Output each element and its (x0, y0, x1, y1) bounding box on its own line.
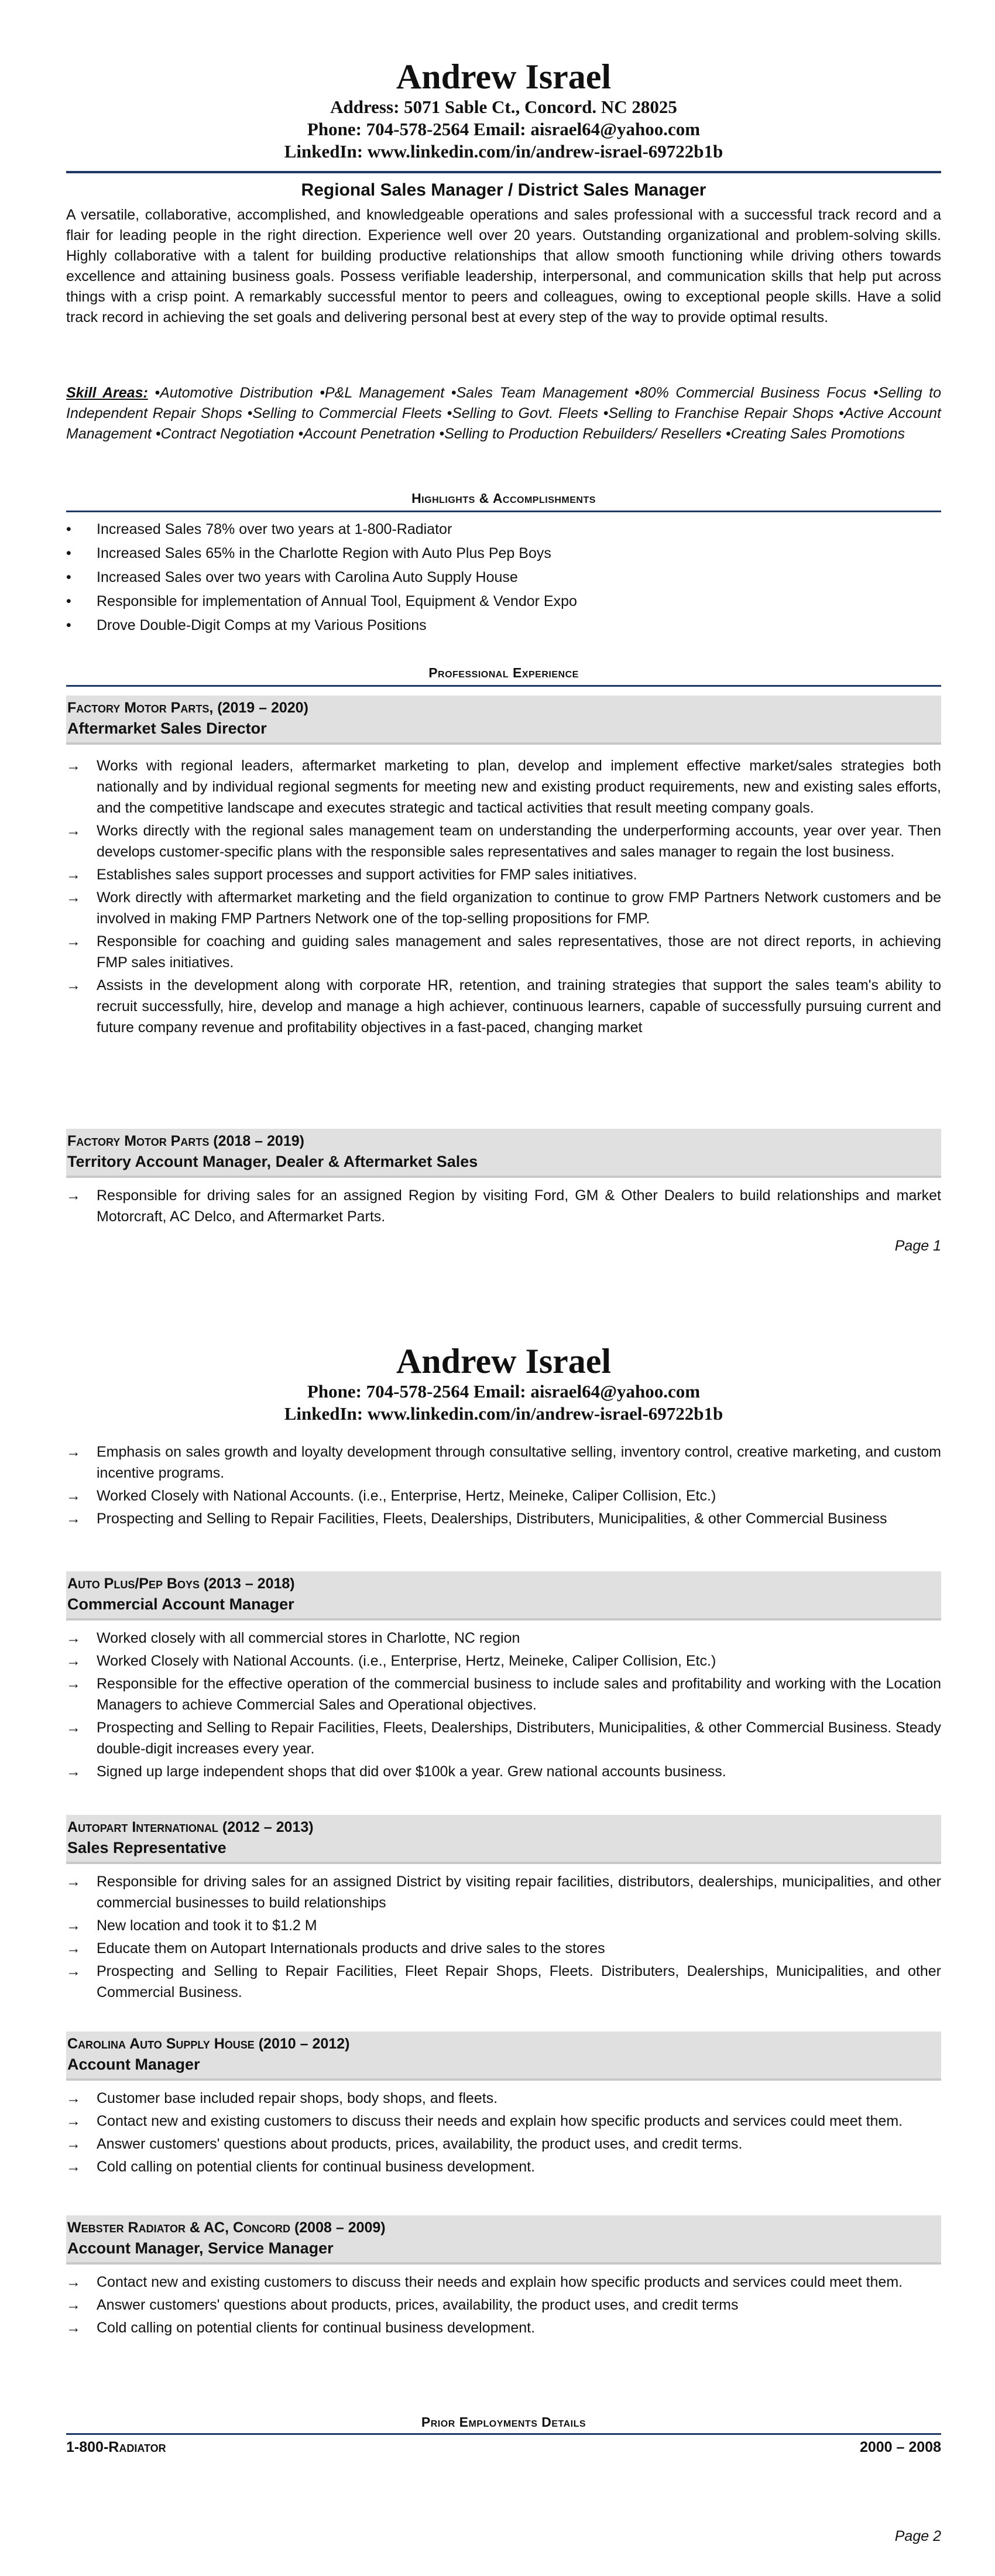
list-item: • Increased Sales over two years with Carolina Auto Supply House (66, 566, 941, 590)
list-item: • Responsible for implementation of Annual Tool, Equipment & Vendor Expo (66, 590, 941, 614)
bullet-icon: • (66, 521, 71, 537)
section-title-highlights: Highlights & Accomplishments (411, 491, 596, 506)
list-item: → Worked Closely with National Accounts. (i.e., Enterprise, Hertz, Meineke, Caliper Collision, Etc.) (66, 1650, 941, 1671)
highlights-rule (66, 511, 941, 512)
highlights-list (66, 518, 941, 638)
list-item: → Emphasis on sales growth and loyalty development through consultative selling, inventory control, creative marketing, and custom incentive programs. (66, 1441, 941, 1484)
list-item: → Worked closely with all commercial stores in Charlotte, NC region (66, 1628, 941, 1649)
page-number-1: Page 1 (894, 1238, 941, 1254)
arrow-icon: → (66, 2090, 81, 2106)
list-item: → Worked Closely with National Accounts. (i.e., Enterprise, Hertz, Meineke, Caliper Collision, Etc.) (66, 1485, 941, 1506)
list-item: → Educate them on Autopart Internationals products and drive sales to the stores (66, 1938, 941, 1959)
summary: A versatile, collaborative, accomplished, and knowledgeable operations and sales professional with a successful track record and a flair for leading people in the right direction. Experience well over 20 years. Outstanding organizational and problem-solving skills. Highly collaborative with a talent for building productive relationships that allow smooth functioning while driving others towards excellence and attaining business goals. Possess verifiable leadership, interpersonal, and communication skills that help put across things with a crisp point. A remarkably successful mentor to peers and colleagues, owing to exceptional people skills. Have a solid track record in achieving the set goals and delivering personal best at every step of the way to provide optimal results. (66, 207, 941, 326)
prior-company: 1-800-Radiator (66, 2439, 166, 2455)
page-number-2: Page 2 (894, 2528, 941, 2544)
arrow-icon: → (66, 1963, 81, 1979)
arrow-icon: → (66, 1763, 81, 1780)
job-duties-autopart (66, 1871, 941, 2005)
resume-page-2 (66, 1288, 941, 2576)
header-page-2 (66, 1342, 941, 1425)
list-item: → New location and took it to $1.2 M (66, 1915, 941, 1936)
list-item: → Responsible for driving sales for an assigned Region by visiting Ford, GM & Other Dealers to build relationships and market Motorcraft, AC Delco, and Aftermarket Parts. (66, 1185, 941, 1227)
arrow-icon: → (66, 1488, 81, 1504)
arrow-icon: → (66, 1719, 81, 1736)
job-header-fmp-director (66, 696, 941, 745)
candidate-name: Andrew Israel (396, 1342, 612, 1381)
headline: Regional Sales Manager / District Sales Manager (301, 180, 706, 200)
arrow-icon: → (66, 1676, 81, 1692)
arrow-icon: → (66, 1187, 81, 1204)
list-item: → Responsible for coaching and guiding sales management and sales representatives, those are not direct reports, in achieving FMP sales initiatives. (66, 931, 941, 973)
job-company: Auto Plus/Pep Boys (2013 – 2018) (67, 1575, 295, 1592)
resume-page-1 (66, 0, 941, 1288)
list-item: → Establishes sales support processes and support activities for FMP sales initiatives. (66, 864, 941, 885)
job-duties-fmp-director (66, 755, 941, 1040)
address: Address: 5071 Sable Ct., Concord. NC 28025 (330, 97, 677, 117)
arrow-icon: → (66, 1873, 81, 1890)
experience-rule (66, 685, 941, 687)
candidate-name: Andrew Israel (396, 57, 612, 96)
job-title: Aftermarket Sales Director (67, 720, 267, 737)
job-duties-carolina (66, 2088, 941, 2179)
job-title: Account Manager (67, 2056, 200, 2073)
list-item: → Prospecting and Selling to Repair Facilities, Fleets, Dealerships, Distributers, Municipalities, & other Commercial Business. Steady double-digit increases every year. (66, 1717, 941, 1759)
job-header-webster (66, 2215, 941, 2265)
list-item: → Works with regional leaders, aftermarket marketing to plan, develop and implement effective market/sales strategies both nationally and by individual regional segments for meeting new and existing product requirements, new and existing sales efforts, and the competitive landscape and executes strategic and tactical activities that result meeting company goals. (66, 755, 941, 818)
job-company: Autopart International (2012 – 2013) (67, 1819, 314, 1835)
list-item: • Increased Sales 78% over two years at 1-800-Radiator (66, 518, 941, 542)
arrow-icon: → (66, 2274, 81, 2290)
job-title: Commercial Account Manager (67, 1595, 294, 1613)
prior-employment-row (66, 2439, 941, 2456)
header (66, 57, 941, 163)
phone-email: Phone: 704-578-2564 Email: aisrael64@yahoo.com (307, 119, 701, 139)
arrow-icon: → (66, 933, 81, 950)
list-item: • Increased Sales 65% in the Charlotte Region with Auto Plus Pep Boys (66, 542, 941, 566)
job-duties-webster (66, 2272, 941, 2340)
skill-areas-text: •Automotive Distribution •P&L Management •Sales Team Management •80% Commercial Business Focus •Selling to Independent Repair Shops •Selling to Commercial Fleets •Selling to Govt. Fleets •Selling to Franchise Repair Shops •Active Account Management •Contract Negotiation •Account Penetration •Selling to Production Rebuilders/ Resellers •Creating Sales Promotions (66, 385, 941, 442)
job-title: Sales Representative (67, 1839, 227, 1856)
section-title-experience: Professional Experience (428, 665, 579, 680)
list-item: → Answer customers' questions about products, prices, availability, the product uses, and credit terms (66, 2294, 941, 2315)
list-item: → Prospecting and Selling to Repair Facilities, Fleets, Dealerships, Distributers, Municipalities, & other Commercial Business (66, 1508, 941, 1529)
header-rule (66, 171, 941, 173)
bullet-icon: • (66, 545, 71, 561)
list-item: → Contact new and existing customers to discuss their needs and explain how specific products and services could meet them. (66, 2111, 941, 2132)
job-title: Territory Account Manager, Dealer & Aftermarket Sales (67, 1153, 478, 1170)
arrow-icon: → (66, 977, 81, 994)
job-header-carolina (66, 2032, 941, 2081)
list-item: • Drove Double-Digit Comps at my Various Positions (66, 614, 941, 638)
arrow-icon: → (66, 1917, 81, 1934)
arrow-icon: → (66, 2320, 81, 2336)
arrow-icon: → (66, 2159, 81, 2175)
arrow-icon: → (66, 889, 81, 906)
arrow-icon: → (66, 2113, 81, 2129)
linkedin: LinkedIn: www.linkedin.com/in/andrew-israel-69722b1b (284, 141, 723, 162)
arrow-icon: → (66, 2297, 81, 2313)
bullet-icon: • (66, 569, 71, 585)
job-header-autopart (66, 1815, 941, 1864)
bullet-icon: • (66, 593, 71, 609)
list-item: → Answer customers' questions about products, prices, availability, the product uses, and credit terms. (66, 2133, 941, 2154)
bullet-icon: • (66, 617, 71, 633)
list-item: → Contact new and existing customers to discuss their needs and explain how specific products and services could meet them. (66, 2272, 941, 2293)
job-title: Account Manager, Service Manager (67, 2239, 334, 2257)
job-duties-fmp-territory-continued (66, 1441, 941, 1531)
job-company: Carolina Auto Supply House (2010 – 2012) (67, 2036, 350, 2052)
list-item: → Signed up large independent shops that did over $100k a year. Grew national accounts business. (66, 1761, 941, 1782)
prior-years: 2000 – 2008 (859, 2439, 941, 2455)
job-duties-fmp-territory (66, 1185, 941, 1229)
arrow-icon: → (66, 1653, 81, 1669)
list-item: → Cold calling on potential clients for continual business development. (66, 2317, 941, 2338)
job-duties-auto-plus (66, 1628, 941, 1784)
list-item: → Cold calling on potential clients for continual business development. (66, 2156, 941, 2177)
arrow-icon: → (66, 2136, 81, 2152)
prior-rule (66, 2433, 941, 2435)
list-item: → Assists in the development along with corporate HR, retention, and training strategies that support the sales team's ability to recruit successfully, hire, develop and manage a high achiever, continuous learners, capable of successfully pursuing current and future company revenue and profitability objectives in a fast-paced, changing market (66, 975, 941, 1038)
job-header-fmp-territory (66, 1129, 941, 1178)
job-company: Factory Motor Parts, (2019 – 2020) (67, 700, 308, 716)
list-item: → Responsible for driving sales for an assigned District by visiting repair facilities, distributors, dealerships, municipalities, and other commercial businesses to build relationships (66, 1871, 941, 1913)
arrow-icon: → (66, 1630, 81, 1646)
arrow-icon: → (66, 1510, 81, 1527)
job-header-auto-plus (66, 1571, 941, 1621)
skill-areas-label: Skill Areas: (66, 385, 148, 401)
arrow-icon: → (66, 866, 81, 883)
phone-email: Phone: 704-578-2564 Email: aisrael64@yahoo.com (307, 1381, 701, 1402)
list-item: → Prospecting and Selling to Repair Facilities, Fleet Repair Shops, Fleets. Distributers, Dealerships, Municipalities, and other Commercial Business. (66, 1961, 941, 2003)
arrow-icon: → (66, 1444, 81, 1460)
list-item: → Customer base included repair shops, body shops, and fleets. (66, 2088, 941, 2109)
job-company: Webster Radiator & AC, Concord (2008 – 2009) (67, 2219, 386, 2236)
list-item: → Work directly with aftermarket marketing and the field organization to continue to grow FMP Partners Network customers and be involved in making FMP Partners Network one of the top-selling propositions for FMP. (66, 887, 941, 929)
job-company: Factory Motor Parts (2018 – 2019) (67, 1133, 304, 1149)
list-item: → Works directly with the regional sales management team on understanding the underperforming accounts, year over year. Then develops customer-specific plans with the responsible sales representatives and sales manager to regain the lost business. (66, 820, 941, 862)
list-item: → Responsible for the effective operation of the commercial business to include sales and profitability and working with the Location Managers to achieve Commercial Sales and Operational objectives. (66, 1673, 941, 1715)
skill-areas (66, 383, 941, 444)
linkedin: LinkedIn: www.linkedin.com/in/andrew-israel-69722b1b (284, 1403, 723, 1424)
arrow-icon: → (66, 1940, 81, 1957)
arrow-icon: → (66, 758, 81, 774)
section-title-prior: Prior Employments Details (421, 2414, 586, 2430)
arrow-icon: → (66, 823, 81, 839)
